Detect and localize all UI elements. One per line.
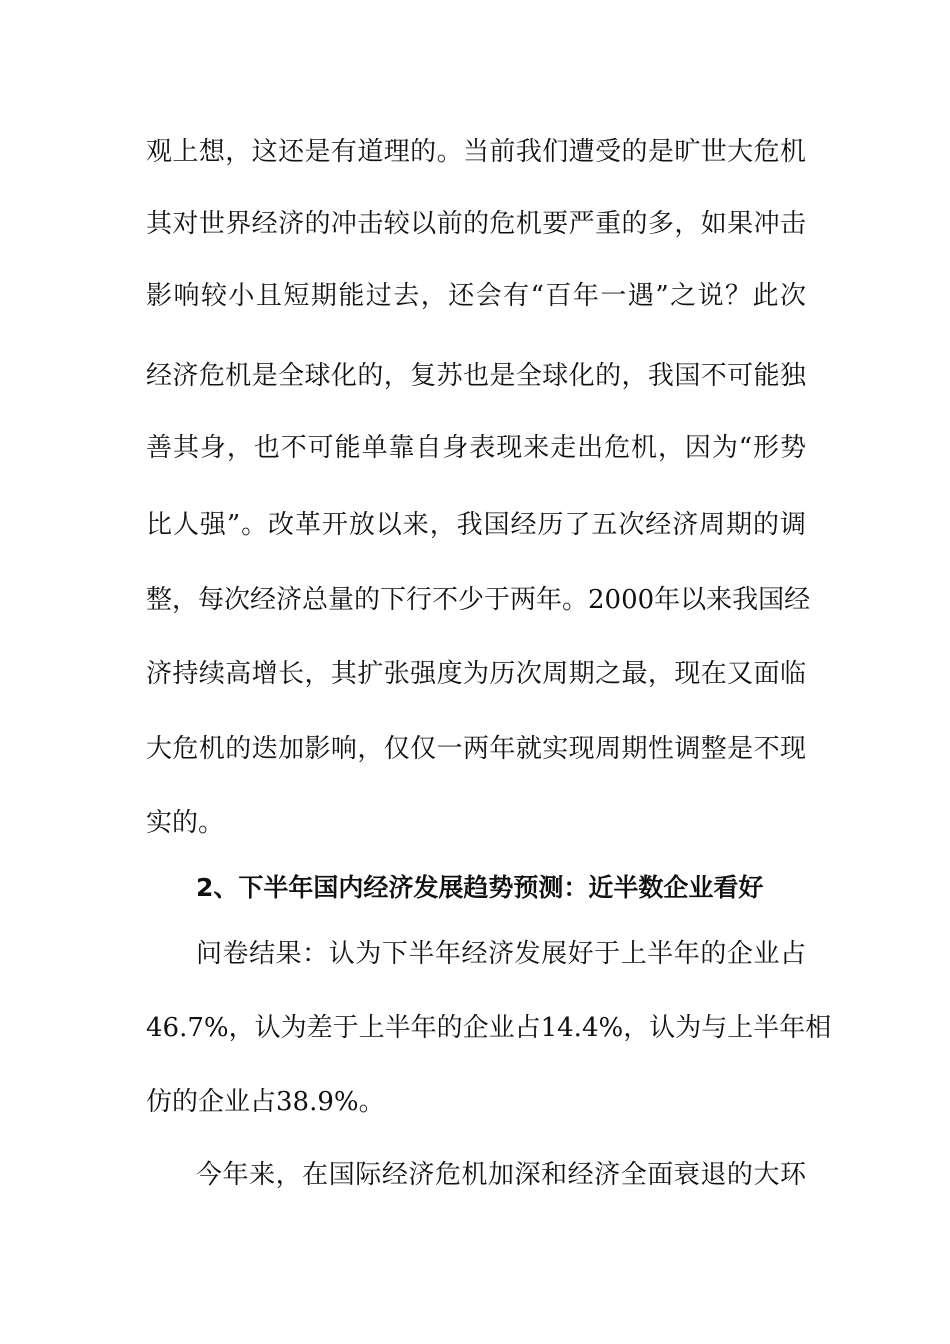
paragraph-line: 问卷结果：认为下半年经济发展好于上半年的企业占 xyxy=(196,939,806,969)
paragraph-line: 影响较小且短期能过去，还会有“百年一遇”之说？此次 xyxy=(146,281,806,311)
paragraph-line: 仿的企业占38.9%。 xyxy=(146,1087,385,1117)
paragraph-line: 今年来，在国际经济危机加深和经济全面衰退的大环 xyxy=(196,1160,806,1190)
paragraph-line: 经济危机是全球化的，复苏也是全球化的，我国不可能独 xyxy=(146,361,806,391)
paragraph-line: 其对世界经济的冲击较以前的危机要严重的多，如果冲击 xyxy=(146,209,806,239)
paragraph-line: 整，每次经济总量的下行不少于两年。2000年以来我国经 xyxy=(146,585,811,615)
paragraph-line: 大危机的迭加影响，仅仅一两年就实现周期性调整是不现 xyxy=(146,734,806,764)
paragraph-line: 善其身，也不可能单靠自身表现来走出危机，因为“形势 xyxy=(146,433,806,463)
paragraph-line: 观上想，这还是有道理的。当前我们遭受的是旷世大危机 xyxy=(146,137,806,167)
paragraph-line: 比人强”。改革开放以来，我国经历了五次经济周期的调 xyxy=(146,510,806,540)
paragraph-line: 46.7%，认为差于上半年的企业占14.4%，认为与上半年相 xyxy=(146,1013,832,1043)
section-heading: 2、下半年国内经济发展趋势预测：近半数企业看好 xyxy=(196,873,764,902)
paragraph-line: 实的。 xyxy=(146,808,225,838)
paragraph-line: 济持续高增长，其扩张强度为历次周期之最，现在又面临 xyxy=(146,659,806,689)
